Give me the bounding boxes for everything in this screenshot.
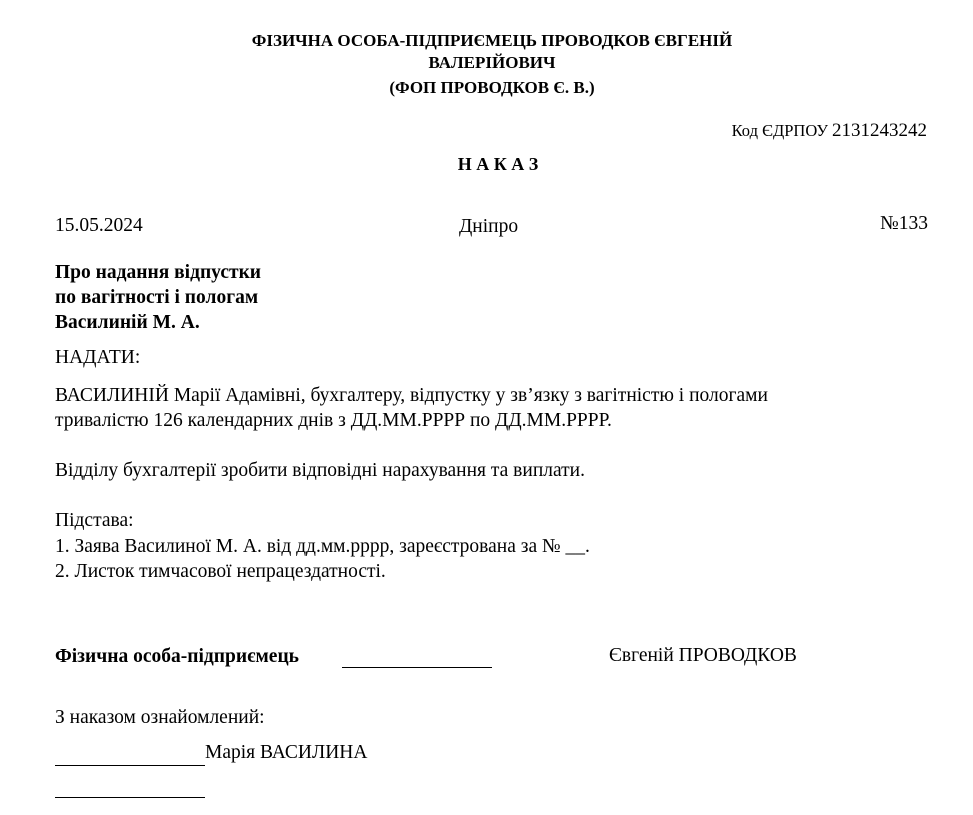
directive-heading: НАДАТИ:	[55, 347, 141, 368]
paragraph1-line2: тривалістю 126 календарних днів з ДД.ММ.РРРР по ДД.ММ.РРРР.	[55, 410, 612, 431]
signature-line	[342, 667, 492, 668]
basis-label: Підстава:	[55, 510, 134, 531]
edrpou-value: 2131243242	[832, 120, 927, 141]
edrpou-label: Код ЄДРПОУ	[731, 121, 828, 140]
paragraph2: Відділу бухгалтерії зробити відповідні нарахування та виплати.	[55, 460, 585, 481]
order-number: №133	[880, 213, 928, 234]
company-short-name: (ФОП ПРОВОДКОВ Є. В.)	[389, 78, 595, 97]
basis-item: 1. Заява Василиної М. А. від дд.мм.рррр, зареєстрована за № __.	[55, 536, 590, 557]
employee-name: Марія ВАСИЛИНА	[205, 742, 368, 763]
date-signature-line	[55, 797, 205, 798]
paragraph1-line1: ВАСИЛИНІЙ Марії Адамівні, бухгалтеру, відпустку у зв’язку з вагітністю і пологами	[55, 385, 768, 406]
edrpou-code	[732, 120, 927, 142]
subject-line3: Василиній М. А.	[55, 312, 200, 333]
subject-line2: по вагітності і пологам	[55, 287, 259, 308]
employee-signature-line	[55, 765, 205, 766]
order-city: Дніпро	[459, 216, 519, 237]
subject-line1: Про надання відпустки	[55, 262, 262, 283]
company-name-line1: ФІЗИЧНА ОСОБА-ПІДПРИЄМЕЦЬ ПРОВОДКОВ ЄВГЕНІЙ	[251, 31, 733, 50]
basis-item: 2. Листок тимчасової непрацездатності.	[55, 561, 386, 582]
order-date: 15.05.2024	[55, 215, 143, 236]
company-name-line2: ВАЛЕРІЙОВИЧ	[428, 53, 556, 72]
acknowledgement-label: З наказом ознайомлений:	[55, 707, 265, 728]
signatory-position: Фізична особа-підприємець	[55, 646, 299, 667]
order-title: Н А К А З	[457, 154, 539, 174]
signatory-name: Євгеній ПРОВОДКОВ	[609, 645, 797, 666]
